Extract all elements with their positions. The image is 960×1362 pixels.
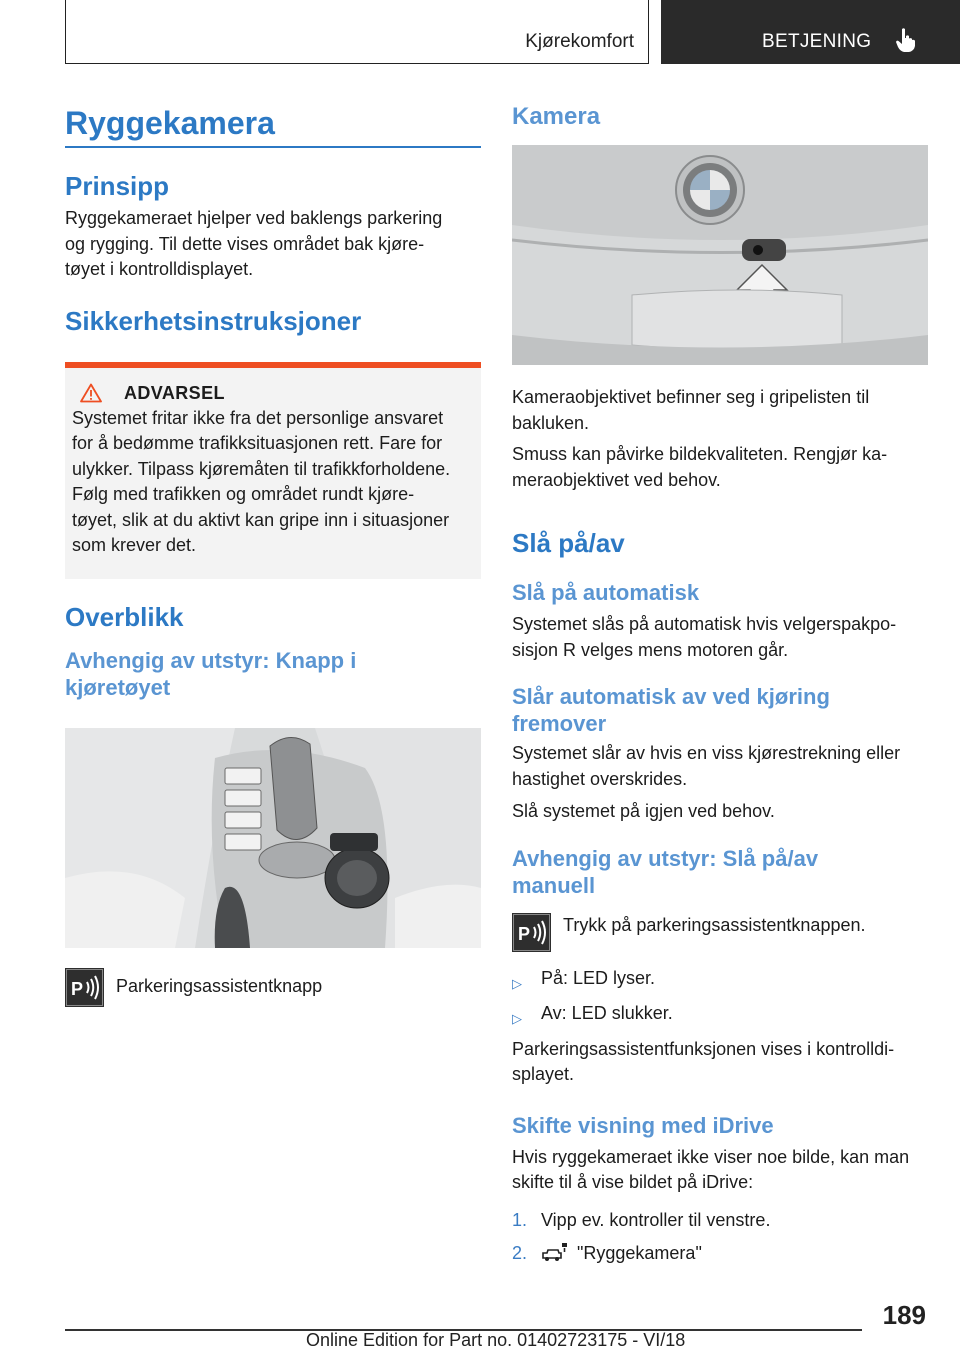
list-item xyxy=(512,1208,928,1234)
text-line: Hvis ryggekameraet ikke viser noe bilde, kan man xyxy=(512,1146,910,1167)
warning-box xyxy=(65,368,481,579)
warning-title: ADVARSEL xyxy=(124,382,225,403)
page-number: 189 xyxy=(882,1300,926,1330)
function-paragraph xyxy=(512,1037,928,1088)
heading-line: Avhengig av utstyr: Knapp i xyxy=(65,647,357,673)
bullet-triangle-icon: ▷ xyxy=(512,1011,522,1026)
led-bullet-list xyxy=(512,966,928,1032)
auto-off-heading xyxy=(512,683,928,737)
edition-info: Online Edition for Part no. 01402723175 - VI/18 xyxy=(306,1330,686,1350)
heading-line: fremover xyxy=(512,711,607,736)
text-line: Ryggekameraet hjelper ved baklengs parkering xyxy=(65,208,443,228)
auto-on-heading: Slå på automatisk xyxy=(512,580,700,605)
safety-heading: Sikkerhetsinstruksjoner xyxy=(65,305,362,336)
title-divider xyxy=(65,146,481,148)
warning-triangle-icon xyxy=(80,383,102,403)
left-column xyxy=(65,100,481,1007)
manual-heading xyxy=(512,845,928,899)
text-line: Systemet fritar ikke fra det personlige ansvaret xyxy=(72,407,444,428)
warning-title-row xyxy=(72,383,475,404)
idrive-paragraph xyxy=(512,1145,928,1196)
list-item xyxy=(512,966,928,997)
list-item-text: Av: LED slukker. xyxy=(541,1003,673,1023)
text-line: Kameraobjektivet befinner seg i gripelisten til xyxy=(512,387,870,407)
text-line: for å bedømme trafikksituasjonen rett. Fare for xyxy=(72,433,443,453)
heading-line: kjøretøyet xyxy=(65,674,171,700)
pointing-hand-icon xyxy=(895,27,917,53)
text-line: hastighet overskrides. xyxy=(512,768,688,789)
auto-on-paragraph xyxy=(512,612,928,663)
equipment-heading xyxy=(65,647,481,701)
prinsipp-paragraph xyxy=(65,206,481,283)
auto-off-paragraph xyxy=(512,741,928,792)
header-chapter-box xyxy=(661,0,960,64)
text-line: Smuss kan påvirke bildekvaliteten. Rengjør ka- xyxy=(512,444,888,464)
step-number: 1. xyxy=(512,1209,528,1230)
camera-location-paragraph xyxy=(512,385,928,436)
text-line: Parkeringsassistentfunksjonen vises i kontrolldi- xyxy=(512,1038,895,1059)
text-line: og rygging. Til dette vises området bak kjøre- xyxy=(65,233,425,254)
button-caption-row xyxy=(65,968,481,1007)
text-line: tøyet, slik at du aktivt kan gripe inn i situasjoner xyxy=(72,509,450,530)
idrive-heading: Skifte visning med iDrive xyxy=(512,1112,774,1138)
idrive-steps-list xyxy=(512,1208,928,1267)
text-line: meraobjektivet ved behov. xyxy=(512,469,721,490)
header-section-title: Kjørekomfort xyxy=(525,31,634,52)
parking-assistant-icon xyxy=(65,968,104,1007)
text-line: bakluken. xyxy=(512,412,590,433)
header-chapter-title: BETJENING xyxy=(762,31,872,52)
heading-line: manuell xyxy=(512,872,596,898)
list-item xyxy=(512,1001,928,1032)
text-line: skifte til å vise bildet på iDrive: xyxy=(512,1172,754,1192)
overview-heading: Overblikk xyxy=(65,601,184,632)
step-text: Vipp ev. kontroller til venstre. xyxy=(541,1209,771,1230)
dirt-paragraph xyxy=(512,442,928,493)
list-item-text: På: LED lyser. xyxy=(541,967,656,988)
rear-camera-icon xyxy=(541,1241,569,1263)
text-line: Systemet slås på automatisk hvis velgerspakpo- xyxy=(512,614,897,634)
text-line: sisjon R velges mens motoren går. xyxy=(512,639,789,660)
step-text: "Ryggekamera" xyxy=(577,1243,702,1263)
text-line: ulykker. Tilpass kjøremåten til trafikkforholdene. xyxy=(72,458,451,479)
center-console-photo xyxy=(65,728,481,948)
reenable-paragraph: Slå systemet på igjen ved behov. xyxy=(512,801,775,821)
warning-text xyxy=(72,406,475,559)
svg-text:P: P xyxy=(518,923,531,944)
list-item xyxy=(512,1241,928,1267)
right-column xyxy=(512,100,928,1272)
heading-line: Slår automatisk av ved kjøring xyxy=(512,684,830,709)
manual-press-row xyxy=(512,913,928,952)
svg-text:P: P xyxy=(71,978,84,999)
tailgate-camera-photo xyxy=(512,145,928,365)
step-number: 2. xyxy=(512,1243,528,1263)
parking-assistant-icon xyxy=(512,913,551,952)
text-line: splayet. xyxy=(512,1064,575,1084)
text-line: Følg med trafikken og området rundt kjøre- xyxy=(72,484,415,504)
heading-line: Avhengig av utstyr: Slå på/av xyxy=(512,845,819,871)
camera-heading: Kamera xyxy=(512,103,601,130)
page-title: Ryggekamera xyxy=(65,105,275,141)
button-caption: Parkeringsassistentknapp xyxy=(116,975,323,996)
onoff-heading: Slå på/av xyxy=(512,528,625,558)
text-line: Systemet slår av hvis en viss kjørestrekning eller xyxy=(512,743,901,763)
header-section-box xyxy=(65,0,649,64)
prinsipp-heading: Prinsipp xyxy=(65,171,170,201)
text-line: tøyet i kontrolldisplayet. xyxy=(65,259,254,279)
manual-press-text: Trykk på parkeringsassistentknappen. xyxy=(563,914,866,935)
bullet-triangle-icon: ▷ xyxy=(512,975,522,991)
text-line: som krever det. xyxy=(72,535,197,555)
